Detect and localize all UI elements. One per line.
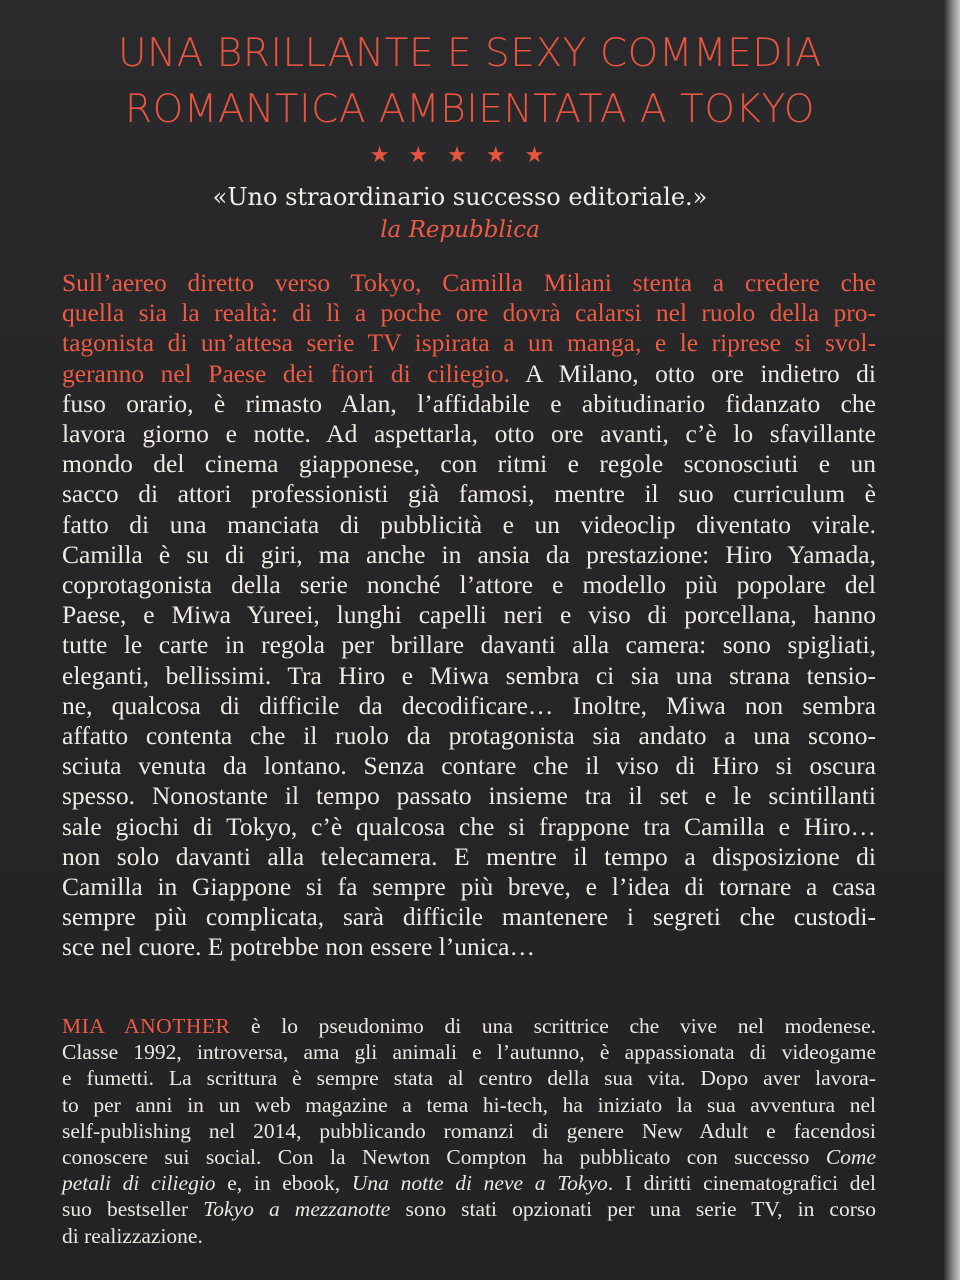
book-title: Tokyo a mezzanotte <box>203 1197 391 1222</box>
bio-line: to per anni in un web magazine a tema hi-tech, ha iniziato la sua avventura nel <box>62 1092 876 1117</box>
blurb-line: Paese, e Miwa Yureei, lunghi capelli neri e viso di porcellana, hanno <box>62 600 876 630</box>
blurb-line: sacco di attori professionisti già famosi, mentre il suo curriculum è <box>62 479 876 509</box>
bio-text: conoscere sui social. Con la Newton Compton ha pubblicato con successo <box>62 1145 810 1170</box>
synopsis-blurb <box>62 268 876 963</box>
blurb-line: tagonista di un’attesa serie TV ispirata a un manga, e le riprese si svol- <box>62 328 876 358</box>
blurb-line: coprotagonista della serie nonché l’attore e modello più popolare del <box>62 570 876 600</box>
blurb-line: non solo davanti alla telecamera. E mentre il tempo a disposizione di <box>62 841 876 871</box>
bio-text: è lo pseudonimo di una scrittrice che vive nel modenese. <box>230 1014 876 1038</box>
blurb-line: Sull’aereo diretto verso Tokyo, Camilla Milani stenta a credere che <box>62 268 876 297</box>
blurb-line: affatto contenta che il ruolo da protagonista sia andato a una scono- <box>62 721 876 751</box>
book-title: petali di ciliegio <box>62 1171 216 1196</box>
author-bio <box>62 1013 876 1249</box>
cover-edge <box>944 0 960 1280</box>
author-name: MIA ANOTHER <box>62 1014 231 1038</box>
blurb-line: Camilla è su di giri, ma anche in ansia da prestazione: Hiro Yamada, <box>62 539 876 569</box>
tagline-line-1: UNA BRILLANTE E SEXY COMMEDIA <box>118 31 822 76</box>
bio-text: sono stati opzionati per una serie TV, in corso <box>390 1197 877 1222</box>
bio-line <box>62 1196 876 1222</box>
blurb-line-red-part: geranno nel Paese dei fiori di ciliegio. <box>62 358 511 388</box>
bio-text: . I diritti cinematografici del <box>607 1171 877 1196</box>
blurb-line: fatto di una manciata di pubblicità e un videoclip diventato virale. <box>62 509 876 539</box>
blurb-line: sciuta venuta da lontano. Senza contare che il viso di Hiro si oscura <box>62 751 876 781</box>
blurb-line: eleganti, bellissimi. Tra Hiro e Miwa sembra ci sia una strana tensio- <box>62 660 876 690</box>
bio-line: di realizzazione. <box>62 1223 203 1248</box>
bio-line: e fumetti. La scrittura è sempre stata al centro della sua vita. Dopo aver lavora- <box>62 1066 876 1091</box>
blurb-line: spesso. Nonostante il tempo passato insieme tra il set e le scintillanti <box>62 781 876 811</box>
blurb-line: lavora giorno e notte. Ad aspettarla, otto ore avanti, c’è lo sfavillante <box>62 419 876 449</box>
tagline-line-2: ROMANTICA AMBIENTATA A TOKYO <box>125 87 815 132</box>
blurb-line: quella sia la realtà: di lì a poche ore dovrà calarsi nel ruolo della pro- <box>62 298 876 328</box>
five-star-rating: ★ ★ ★ ★ ★ <box>369 143 551 168</box>
blurb-line: fuso orario, è rimasto Alan, l’affidabile e abitudinario fidanzato che <box>62 388 876 418</box>
book-title: Una notte di neve a Tokyo <box>351 1171 608 1196</box>
blurb-line: mondo del cinema giapponese, con ritmi e regole sconosciuti e un <box>62 449 876 479</box>
blurb-line-mixed <box>62 359 876 389</box>
blurb-line-white-part: A Milano, otto ore indietro di <box>510 358 876 388</box>
blurb-line: sale giochi di Tokyo, c’è qualcosa che si frappone tra Camilla e Hiro… <box>62 811 876 841</box>
bio-line: Classe 1992, introversa, ama gli animali e l’autunno, è appassionata di videogame <box>62 1040 876 1065</box>
blurb-line: sce nel cuore. E potrebbe non essere l’unica… <box>62 932 535 962</box>
cover-tagline <box>40 26 900 138</box>
bio-line <box>62 1013 876 1039</box>
blurb-line: ne, qualcosa di difficile da decodificare… Inoltre, Miwa non sembra <box>62 690 876 720</box>
book-title: Come <box>825 1145 876 1170</box>
bio-line <box>62 1170 876 1196</box>
bio-line: self-publishing nel 2014, pubblicando romanzi di genere New Adult e facendosi <box>62 1118 876 1143</box>
bio-text: suo bestseller <box>62 1197 204 1222</box>
bio-line <box>62 1144 876 1170</box>
blurb-line: tutte le carte in regola per brillare davanti alla camera: sono spigliati, <box>62 630 876 660</box>
blurb-line: Camilla in Giappone si fa sempre più breve, e l’idea di tornare a casa <box>62 872 876 902</box>
review-quote: «Uno straordinario successo editoriale.» <box>212 183 708 211</box>
bio-text: e, in ebook, <box>215 1171 352 1196</box>
blurb-line: sempre più complicata, sarà difficile mantenere i segreti che custodi- <box>62 902 876 932</box>
review-source: la Repubblica <box>380 217 540 243</box>
